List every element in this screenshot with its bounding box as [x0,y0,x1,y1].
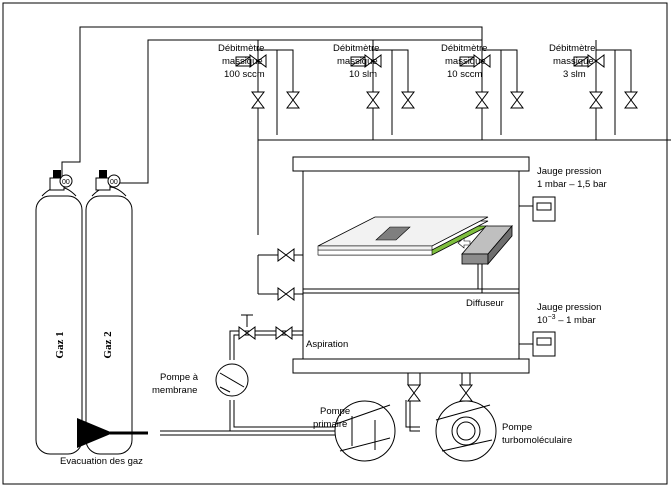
turbomolecular-pump [436,401,572,461]
gas-2-label: Gaz 2 [102,331,114,359]
gauge-1-title: Jauge pression [537,166,602,177]
diffuser-label: Diffuseur [466,298,504,309]
gauge-2-title: Jauge pression [537,302,602,313]
substrate-stack [318,217,488,255]
flowmeter-2-label-1: Débitmètre [333,43,380,54]
flowmeter-group-3 [441,40,600,140]
primary-pump-label-1: Pompe [320,406,351,417]
pressure-gauge-2 [519,302,601,356]
flowmeter-4-valve-right [625,92,637,108]
flowmeter-group-1 [218,40,376,140]
chamber-inlet-valve-2 [278,288,294,300]
flowmeter-groups [218,40,671,140]
valves [239,249,472,401]
flowmeter-4-valve-left [590,92,602,108]
flowmeter-2-valve-left [367,92,379,108]
turbo-pump-label-1: Pompe [502,422,533,433]
membrane-pump-label-2: membrane [152,385,198,396]
flowmeter-1-valve-left [252,92,264,108]
flowmeter-1-label-1: Débitmètre [218,43,265,54]
gas-cylinder-1 [36,170,82,454]
gas-1-label: Gaz 1 [54,331,66,359]
pumping-lines [110,331,470,435]
aspiration-valve [276,327,292,339]
flowmeter-1-label-2: massique [222,56,263,67]
diffuser [458,226,519,309]
turbo-pump-label-2: turbomoléculaire [502,435,573,446]
flowmeter-3-label-3: 10 sccm [447,69,483,80]
chamber-inlet-valve-1 [278,249,294,261]
gas-cylinder-2 [86,170,132,454]
turbo-pump-valve [460,385,472,401]
flowmeter-4-label-1: Débitmètre [549,43,596,54]
flowmeter-2-valve-right [402,92,414,108]
flowmeter-4-label-3: 3 slm [563,69,586,80]
pressure-gauge-1 [519,166,607,221]
exhaust-label: Evacuation des gaz [60,456,143,467]
gauge-1-range: 1 mbar – 1,5 bar [537,179,607,190]
svg-text:00: 00 [110,179,118,186]
membrane-pump-label-1: Pompe à [160,372,199,383]
flowmeter-group-4 [549,40,671,140]
flowmeter-2-label-2: massique [337,56,378,67]
aspiration-label: Aspiration [306,339,349,350]
flowmeter-1-label-3: 100 sccm [224,69,265,80]
primary-pump-label-2: primaire [313,419,348,430]
flowmeter-3-valve-right [511,92,523,108]
chamber-inlet-valves [258,255,482,294]
flowmeter-group-2 [333,40,491,140]
primary-pump-valve [408,385,420,401]
gauge-2-range: $10^{-3} - 1$ mbar [537,314,596,326]
flowmeter-3-label-2: massique [445,56,486,67]
flowmeter-3-valve-left [476,92,488,108]
flowmeter-4-label-2: massique [553,56,594,67]
membrane-pump [152,364,248,396]
flowmeter-2-label-3: 10 slm [349,69,377,80]
flowmeter-3-label-1: Débitmètre [441,43,488,54]
flowmeter-1-valve-right [287,92,299,108]
svg-text:00: 00 [62,179,70,186]
